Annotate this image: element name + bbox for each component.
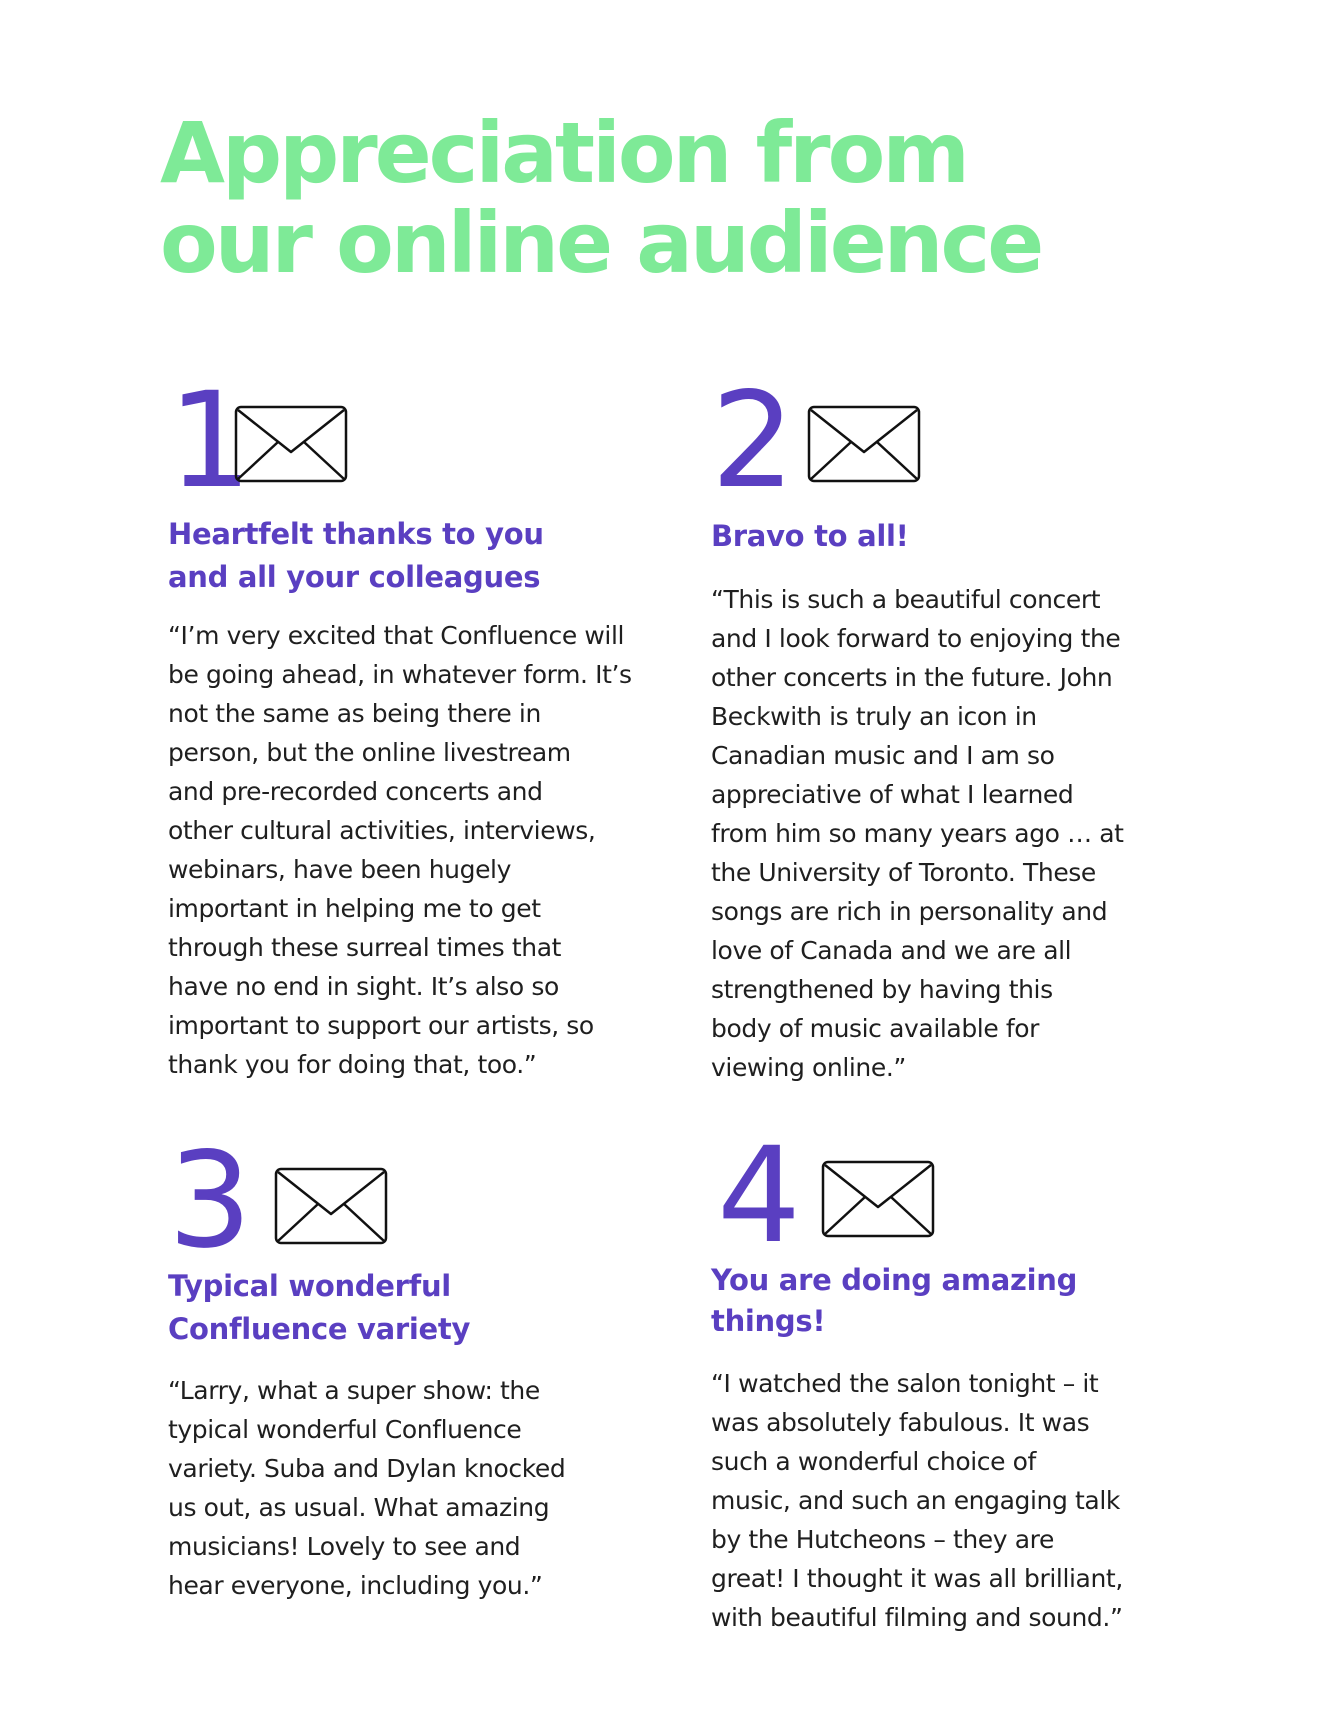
card-title-line: You are doing amazing <box>711 1263 1078 1297</box>
card-header <box>168 364 668 518</box>
card-number: 2 <box>711 364 795 518</box>
quote-line: variety. Suba and Dylan knocked <box>168 1454 566 1483</box>
quote-line: other cultural activities, interviews, <box>168 816 596 845</box>
testimonial-card-4 <box>711 1119 1217 1637</box>
quote-line: have no end in sight. It’s also so <box>168 972 559 1001</box>
quote-line: important in helping me to get <box>168 894 541 923</box>
quote-line: Beckwith is truly an icon in <box>711 702 1037 731</box>
quote-line: important to support our artists, so <box>168 1011 594 1040</box>
page-title-line-2: our online audience <box>160 194 1042 292</box>
quote-line: “This is such a beautiful concert <box>711 585 1101 614</box>
quote-line: not the same as being there in <box>168 699 541 728</box>
quote-line: from him so many years ago … at <box>711 819 1124 848</box>
quote-line: through these surreal times that <box>168 933 562 962</box>
card-number: 3 <box>168 1124 252 1278</box>
card-title <box>168 513 668 599</box>
quote-line: body of music available for <box>711 1014 1040 1043</box>
card-title-line: things! <box>711 1304 826 1338</box>
quote-line: musicians! Lovely to see and <box>168 1532 521 1561</box>
testimonial-card-1 <box>168 364 668 1084</box>
envelope-icon <box>821 1160 935 1238</box>
card-quote <box>168 616 668 1084</box>
quote-line: appreciative of what I learned <box>711 780 1074 809</box>
quote-line: by the Hutcheons – they are <box>711 1525 1054 1554</box>
quote-line: “I watched the salon tonight – it <box>711 1369 1099 1398</box>
quote-line: viewing online.” <box>711 1053 906 1082</box>
card-header <box>711 364 1211 518</box>
card-title-line: Bravo to all! <box>711 519 909 553</box>
card-quote <box>711 1364 1217 1637</box>
quote-line: typical wonderful Confluence <box>168 1415 522 1444</box>
quote-line: thank you for doing that, too.” <box>168 1050 537 1079</box>
quote-line: and pre-recorded concerts and <box>168 777 543 806</box>
quote-line: us out, as usual. What amazing <box>168 1493 550 1522</box>
card-quote <box>711 580 1211 1087</box>
card-title-line: and all your colleagues <box>168 560 541 594</box>
quote-line: such a wonderful choice of <box>711 1447 1036 1476</box>
quote-line: “Larry, what a super show: the <box>168 1376 540 1405</box>
quote-line: person, but the online livestream <box>168 738 571 767</box>
card-title-line: Confluence variety <box>168 1312 471 1346</box>
quote-line: great! I thought it was all brilliant, <box>711 1564 1123 1593</box>
testimonial-card-2 <box>711 364 1211 1087</box>
card-title-line: Heartfelt thanks to you <box>168 517 544 551</box>
card-title-line: Typical wonderful <box>168 1269 451 1303</box>
quote-line: strengthened by having this <box>711 975 1053 1004</box>
envelope-icon <box>234 405 348 483</box>
card-header <box>168 1124 668 1278</box>
quote-line: be going ahead, in whatever form. It’s <box>168 660 632 689</box>
quote-line: “I’m very excited that Confluence will <box>168 621 625 650</box>
quote-line: was absolutely fabulous. It was <box>711 1408 1090 1437</box>
envelope-icon <box>807 405 921 483</box>
envelope-icon <box>274 1167 388 1245</box>
testimonial-card-3 <box>168 1124 668 1605</box>
card-quote <box>168 1371 668 1605</box>
quote-line: the University of Toronto. These <box>711 858 1096 887</box>
quote-line: songs are rich in personality and <box>711 897 1108 926</box>
quote-line: Canadian music and I am so <box>711 741 1055 770</box>
quote-line: and I look forward to enjoying the <box>711 624 1121 653</box>
quote-line: hear everyone, including you.” <box>168 1571 543 1600</box>
quote-line: webinars, have been hugely <box>168 855 511 884</box>
page-title <box>160 104 1160 292</box>
quote-line: music, and such an engaging talk <box>711 1486 1120 1515</box>
card-title <box>711 515 1211 558</box>
card-header <box>717 1119 1217 1273</box>
quote-line: with beautiful filming and sound.” <box>711 1603 1123 1632</box>
card-number: 1 <box>168 364 252 518</box>
quote-line: love of Canada and we are all <box>711 936 1072 965</box>
card-number: 4 <box>717 1119 801 1273</box>
quote-line: other concerts in the future. John <box>711 663 1113 692</box>
page-title-line-1: Appreciation from <box>160 104 967 202</box>
